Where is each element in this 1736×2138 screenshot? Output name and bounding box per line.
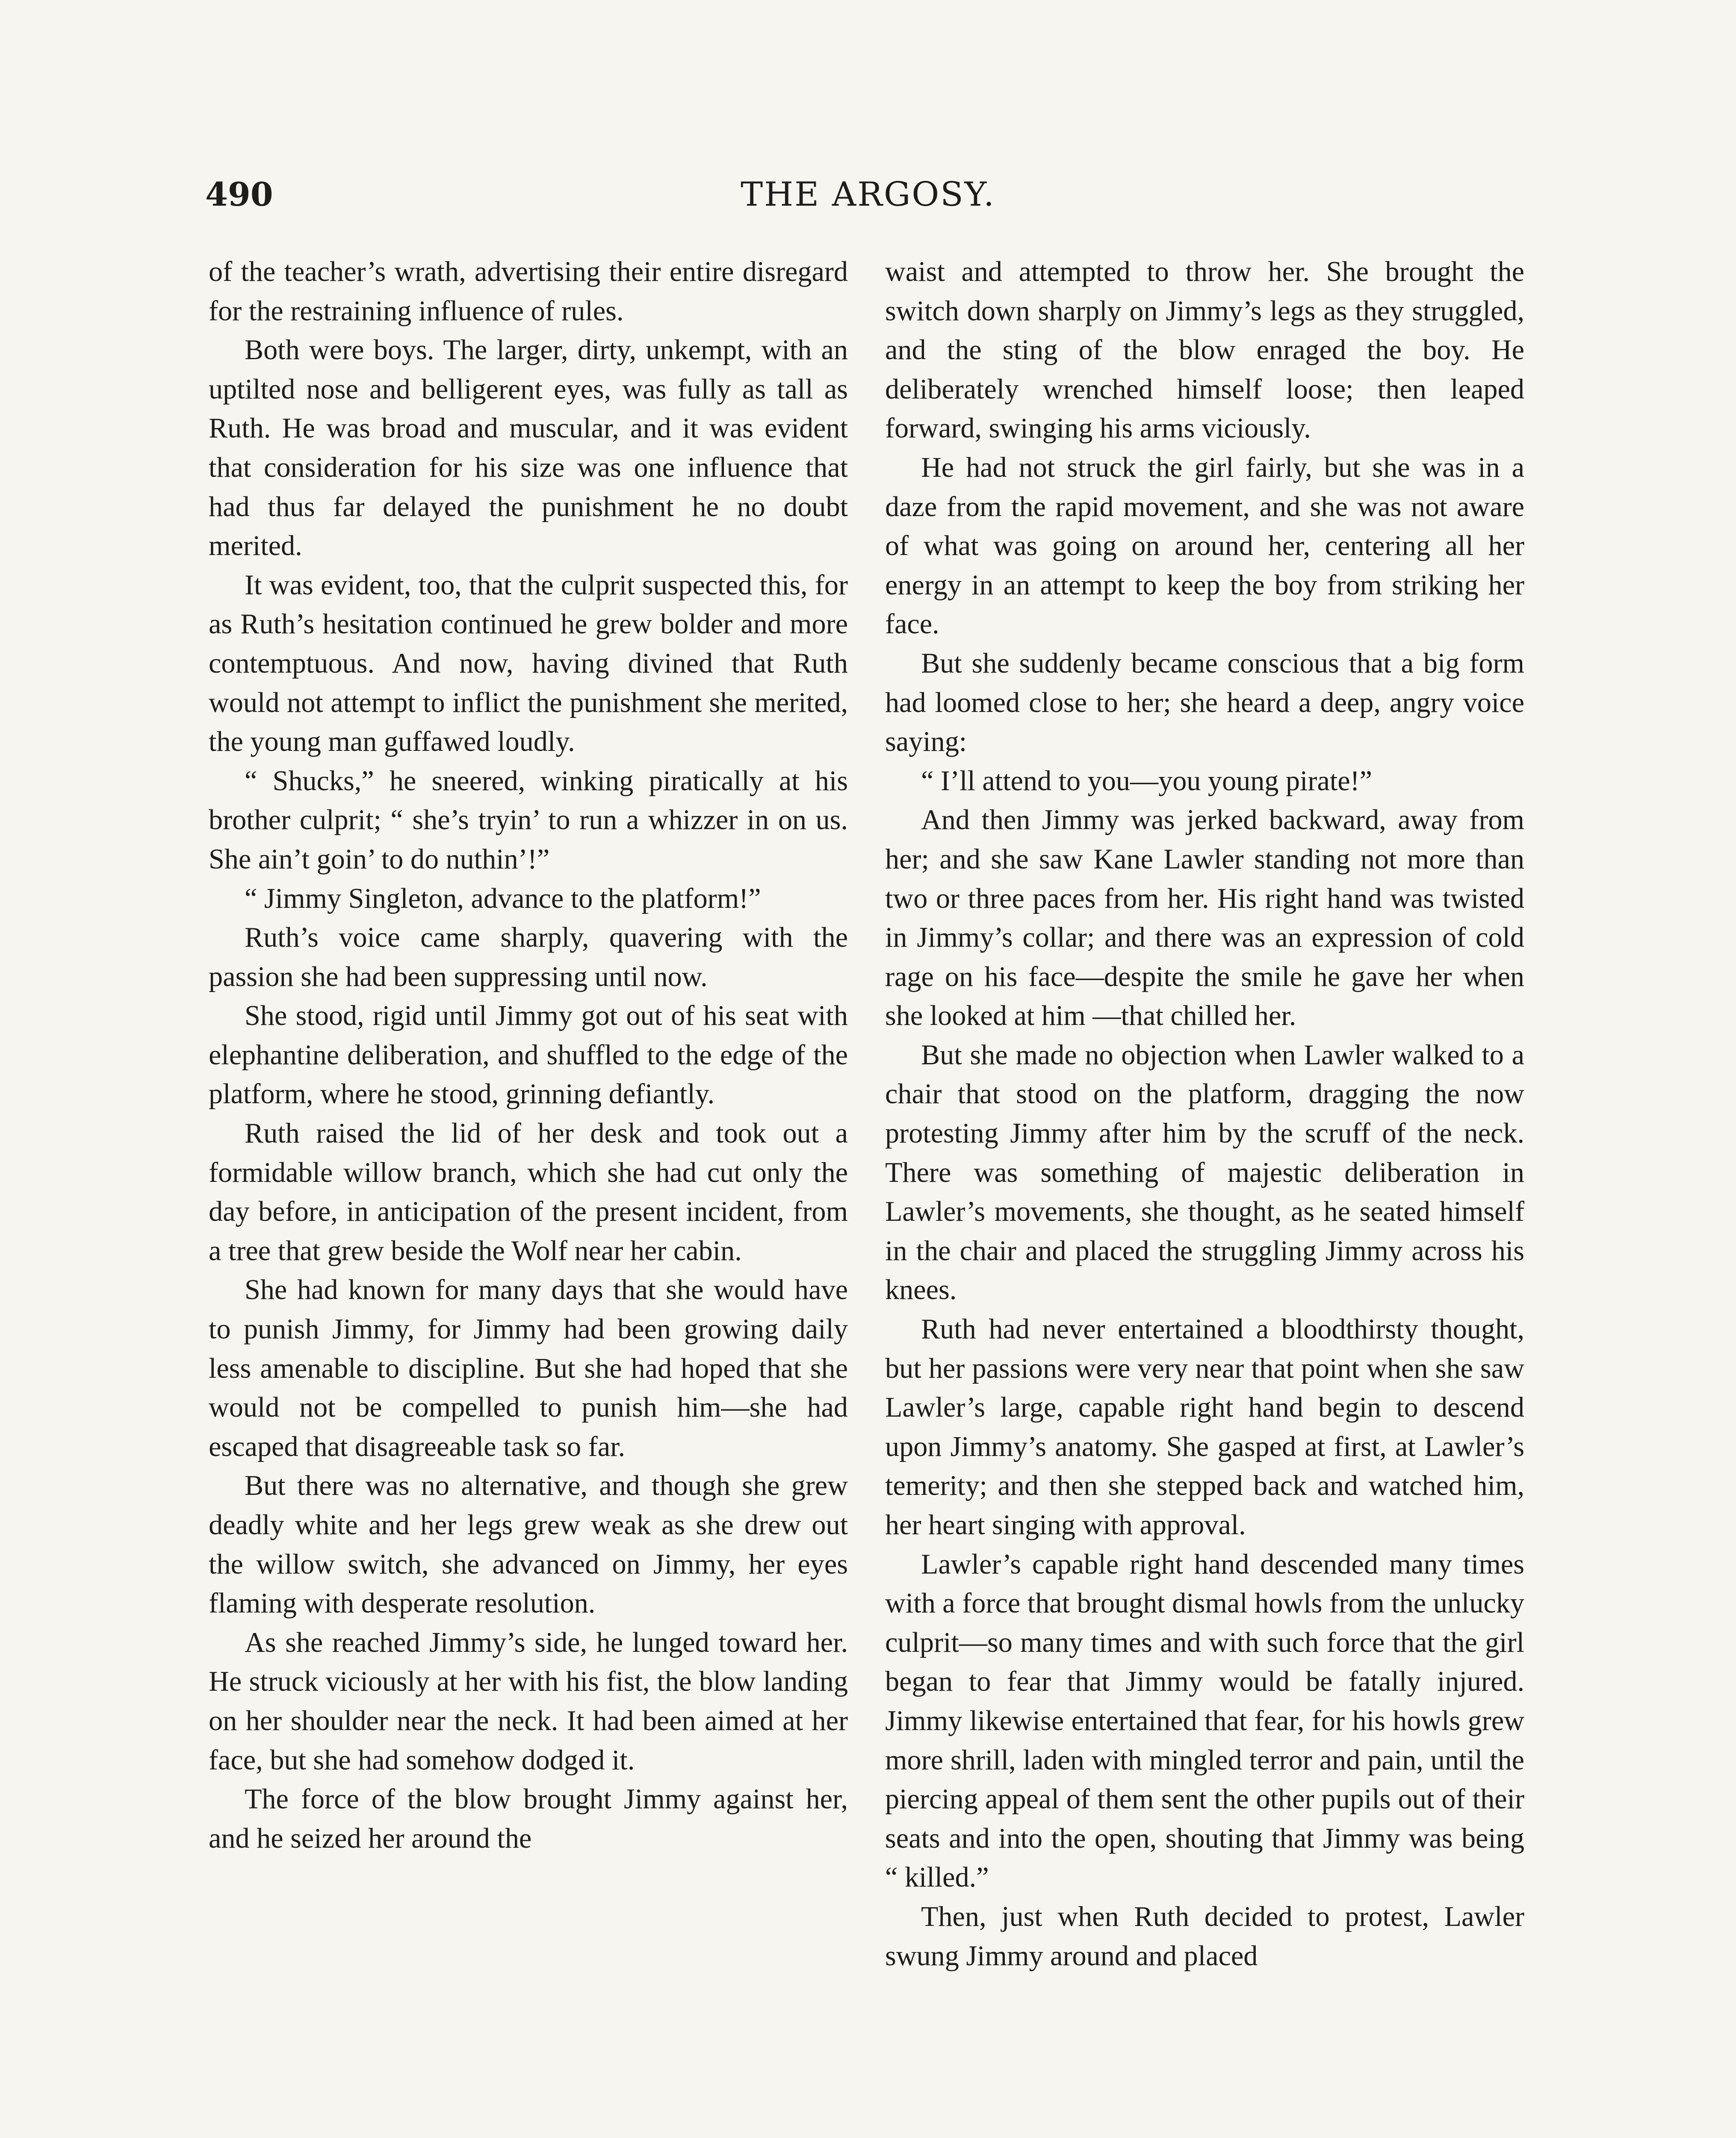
paragraph: She had known for many days that she would have to punish Jimmy, for Jimmy had been growing daily less amenable to discipline. But she had hoped that she would not be compelled to punish him—she had escaped that disagreeable task so far. (209, 1274, 848, 1462)
paragraph: waist and attempted to throw her. She brought the switch down sharply on Jimmy’s legs as they struggled, and the sting of the blow enraged the boy. He deliberately wrenched himself loose; then leaped forward, swinging his arms viciously. (885, 256, 1524, 444)
paragraph: It was evident, too, that the culprit suspected this, for as Ruth’s hesitation continued he grew bolder and more contemptuous. And now, having divined that Ruth would not attempt to inflict the punishment she merited, the young man guffawed loudly. (209, 569, 848, 758)
paragraph: He had not struck the girl fairly, but she was in a daze from the rapid movement, and she was not aware of what was going on around her, centering all her energy in an attempt to keep the boy from striking her face. (885, 452, 1524, 640)
right-column (885, 252, 1524, 1976)
paragraph: But there was no alternative, and though she grew deadly white and her legs grew weak as she drew out the willow switch, she advanced on Jimmy, her eyes flaming with desperate resolution. (209, 1470, 848, 1619)
paragraph: “ I’ll attend to you—you young pirate!” (921, 765, 1373, 797)
paragraph: But she suddenly became conscious that a big form had loomed close to her; she heard a deep, angry voice saying: (885, 647, 1524, 758)
paragraph: Both were boys. The larger, dirty, unkempt, with an uptilted nose and belligerent eyes, was fully as tall as Ruth. He was broad and muscular, and it was evident that consideration for his size was one influence that had thus far delayed the punishment he no doubt merited. (209, 334, 848, 562)
paragraph: of the teacher’s wrath, advertising their entire disregard for the restraining influence of rules. (209, 256, 848, 327)
paragraph: Ruth had never entertained a bloodthirsty thought, but her passions were very near that point when she saw Lawler’s large, capable right hand begin to descend upon Jimmy’s anatomy. She gasped at first, at Lawler’s temerity; and then she stepped back and watched him, her heart singing with approval. (885, 1314, 1524, 1541)
left-column (209, 252, 848, 1858)
paragraph: And then Jimmy was jerked backward, away from her; and she saw Kane Lawler standing not more than two or three paces from her. His right hand was twisted in Jimmy’s collar; and there was an expression of cold rage on his face—despite the smile he gave her when she looked at him —that chilled her. (885, 804, 1524, 1032)
page-header (205, 171, 1531, 218)
paragraph: Ruth raised the lid of her desk and took out a formidable willow branch, which she had cut only the day before, in anticipation of the present incident, from a tree that grew beside the Wolf near her cabin. (209, 1118, 848, 1267)
paragraph: But she made no objection when Lawler walked to a chair that stood on the platform, dragging the now protesting Jimmy after him by the scruff of the neck. There was something of majestic deliberation in Lawler’s movements, she thought, as he seated himself in the chair and placed the struggling Jimmy across his knees. (885, 1039, 1524, 1306)
paragraph: Lawler’s capable right hand descended many times with a force that brought dismal howls from the unlucky culprit—so many times and with such force that the girl began to fear that Jimmy would be fatally injured. Jimmy likewise entertained that fear, for his howls grew more shrill, laden with mingled terror and pain, until the piercing appeal of them sent the other pupils out of their seats and into the open, shouting that Jimmy was being “ killed.” (885, 1548, 1524, 1893)
page-number: 490 (205, 175, 273, 213)
paragraph: “ Jimmy Singleton, advance to the platform!” (245, 883, 761, 914)
paragraph: She stood, rigid until Jimmy got out of his seat with elephantine deliberation, and shuffled to the edge of the platform, where he stood, grinning defiantly. (209, 1000, 848, 1110)
paragraph: Ruth’s voice came sharply, quavering with the passion she had been suppressing until now. (209, 922, 848, 992)
paragraph: Then, just when Ruth decided to protest, Lawler swung Jimmy around and placed (885, 1901, 1524, 1972)
paragraph: As she reached Jimmy’s side, he lunged toward her. He struck viciously at her with his fist, the blow landing on her shoulder near the neck. It had been aimed at her face, but she had somehow dodged it. (209, 1627, 848, 1776)
paragraph: “ Shucks,” he sneered, winking piratically at his brother culprit; “ she’s tryin’ to run a whizzer in on us. She ain’t goin’ to do nuthin’!” (209, 765, 848, 875)
running-title: THE ARGOSY. (741, 175, 995, 214)
paragraph: The force of the blow brought Jimmy against her, and he seized her around the (209, 1784, 848, 1854)
